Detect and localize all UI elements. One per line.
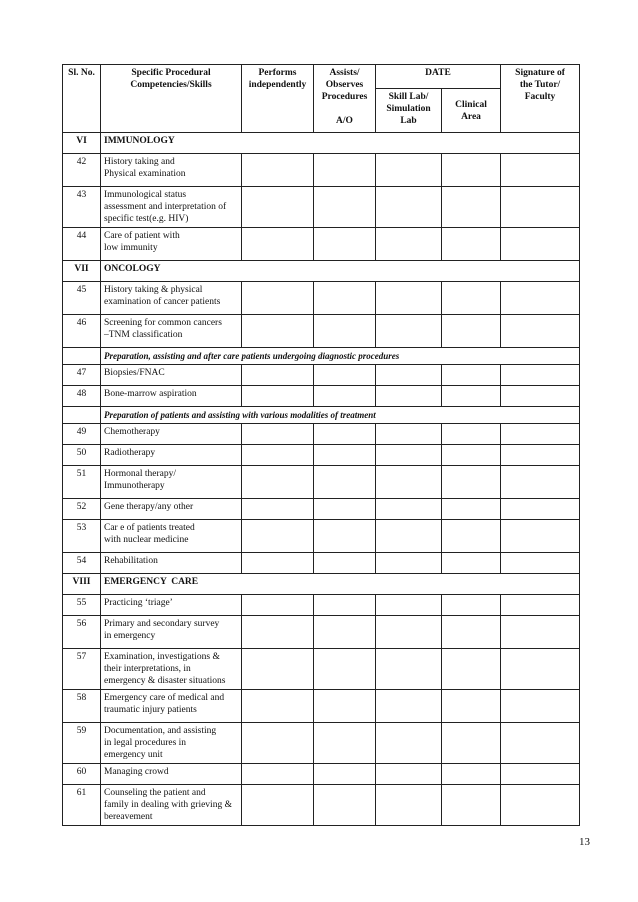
signature-cell[interactable]	[501, 764, 580, 785]
skill-lab-date-cell[interactable]	[376, 282, 442, 315]
section-row	[63, 261, 580, 282]
competency-text: Car e of patients treated with nuclear medicine	[101, 520, 242, 553]
section-number: VI	[63, 133, 101, 154]
item-number: 46	[63, 315, 101, 348]
table-row	[63, 764, 580, 785]
competency-table	[62, 64, 580, 826]
signature-cell[interactable]	[501, 154, 580, 187]
table-row	[63, 466, 580, 499]
item-number: 50	[63, 445, 101, 466]
table-row	[63, 282, 580, 315]
clinical-area-date-cell[interactable]	[442, 553, 501, 574]
item-number: 49	[63, 424, 101, 445]
item-number: 48	[63, 386, 101, 407]
assists-cell[interactable]	[314, 595, 376, 616]
signature-cell[interactable]	[501, 785, 580, 826]
performs-cell[interactable]	[242, 595, 314, 616]
assists-cell[interactable]	[314, 445, 376, 466]
subsection-number-cell	[63, 348, 101, 365]
assists-cell[interactable]	[314, 553, 376, 574]
table-row	[63, 499, 580, 520]
competency-text: Gene therapy/any other	[101, 499, 242, 520]
table-row	[63, 154, 580, 187]
clinical-area-date-cell[interactable]	[442, 785, 501, 826]
competency-text: Bone-marrow aspiration	[101, 386, 242, 407]
skill-lab-date-cell[interactable]	[376, 690, 442, 723]
skill-lab-date-cell[interactable]	[376, 187, 442, 228]
clinical-area-date-cell[interactable]	[442, 520, 501, 553]
performs-cell[interactable]	[242, 228, 314, 261]
table-row	[63, 553, 580, 574]
skill-lab-date-cell[interactable]	[376, 315, 442, 348]
item-number: 57	[63, 649, 101, 690]
signature-cell[interactable]	[501, 282, 580, 315]
table-row	[63, 723, 580, 764]
signature-cell[interactable]	[501, 649, 580, 690]
competency-text: Hormonal therapy/ Immunotherapy	[101, 466, 242, 499]
item-number: 54	[63, 553, 101, 574]
skill-lab-date-cell[interactable]	[376, 520, 442, 553]
skill-lab-date-cell[interactable]	[376, 365, 442, 386]
assists-cell[interactable]	[314, 187, 376, 228]
table-header	[63, 65, 580, 133]
assists-cell[interactable]	[314, 616, 376, 649]
signature-cell[interactable]	[501, 553, 580, 574]
assists-cell[interactable]	[314, 520, 376, 553]
item-number: 43	[63, 187, 101, 228]
competency-text: Biopsies/FNAC	[101, 365, 242, 386]
clinical-area-date-cell[interactable]	[442, 424, 501, 445]
performs-cell[interactable]	[242, 282, 314, 315]
signature-cell[interactable]	[501, 445, 580, 466]
performs-cell[interactable]	[242, 649, 314, 690]
clinical-area-date-cell[interactable]	[442, 282, 501, 315]
section-row	[63, 574, 580, 595]
assists-cell[interactable]	[314, 466, 376, 499]
clinical-area-date-cell[interactable]	[442, 386, 501, 407]
table-row	[63, 228, 580, 261]
competency-text: Practicing ‘triage’	[101, 595, 242, 616]
performs-cell[interactable]	[242, 616, 314, 649]
performs-cell[interactable]	[242, 499, 314, 520]
table-row	[63, 365, 580, 386]
performs-cell[interactable]	[242, 553, 314, 574]
skill-lab-date-cell[interactable]	[376, 785, 442, 826]
table-row	[63, 315, 580, 348]
performs-cell[interactable]	[242, 315, 314, 348]
skill-lab-date-cell[interactable]	[376, 424, 442, 445]
section-title: IMMUNOLOGY	[101, 133, 580, 154]
table-row	[63, 595, 580, 616]
header-clinical-area: Clinical Area	[442, 89, 501, 133]
performs-cell[interactable]	[242, 154, 314, 187]
assists-cell[interactable]	[314, 499, 376, 520]
clinical-area-date-cell[interactable]	[442, 466, 501, 499]
performs-cell[interactable]	[242, 690, 314, 723]
item-number: 53	[63, 520, 101, 553]
subsection-title: Preparation of patients and assisting with various modalities of treatment	[101, 407, 580, 424]
competency-text: Counseling the patient and family in dealing with grieving & bereavement	[101, 785, 242, 826]
competency-text: Primary and secondary survey in emergency	[101, 616, 242, 649]
item-number: 55	[63, 595, 101, 616]
signature-cell[interactable]	[501, 228, 580, 261]
assists-cell[interactable]	[314, 154, 376, 187]
clinical-area-date-cell[interactable]	[442, 499, 501, 520]
skill-lab-date-cell[interactable]	[376, 723, 442, 764]
competency-text: History taking and Physical examination	[101, 154, 242, 187]
competency-text: Immunological status assessment and interpretation of specific test(e.g. HIV)	[101, 187, 242, 228]
clinical-area-date-cell[interactable]	[442, 595, 501, 616]
performs-cell[interactable]	[242, 723, 314, 764]
clinical-area-date-cell[interactable]	[442, 616, 501, 649]
signature-cell[interactable]	[501, 424, 580, 445]
signature-cell[interactable]	[501, 386, 580, 407]
skill-lab-date-cell[interactable]	[376, 616, 442, 649]
skill-lab-date-cell[interactable]	[376, 445, 442, 466]
skill-lab-date-cell[interactable]	[376, 499, 442, 520]
table-row	[63, 690, 580, 723]
table-body	[63, 133, 580, 826]
assists-cell[interactable]	[314, 764, 376, 785]
item-number: 45	[63, 282, 101, 315]
page-number: 13	[579, 836, 590, 848]
competency-text: Care of patient with low immunity	[101, 228, 242, 261]
table-row	[63, 386, 580, 407]
clinical-area-date-cell[interactable]	[442, 315, 501, 348]
header-competencies: Specific Procedural Competencies/Skills	[101, 65, 242, 133]
item-number: 56	[63, 616, 101, 649]
skill-lab-date-cell[interactable]	[376, 154, 442, 187]
clinical-area-date-cell[interactable]	[442, 764, 501, 785]
clinical-area-date-cell[interactable]	[442, 445, 501, 466]
signature-cell[interactable]	[501, 520, 580, 553]
performs-cell[interactable]	[242, 466, 314, 499]
clinical-area-date-cell[interactable]	[442, 154, 501, 187]
signature-cell[interactable]	[501, 466, 580, 499]
clinical-area-date-cell[interactable]	[442, 649, 501, 690]
performs-cell[interactable]	[242, 445, 314, 466]
item-number: 58	[63, 690, 101, 723]
performs-cell[interactable]	[242, 187, 314, 228]
signature-cell[interactable]	[501, 365, 580, 386]
signature-cell[interactable]	[501, 187, 580, 228]
performs-cell[interactable]	[242, 365, 314, 386]
assists-cell[interactable]	[314, 649, 376, 690]
signature-cell[interactable]	[501, 690, 580, 723]
section-title: EMERGENCY CARE	[101, 574, 580, 595]
competency-text: Documentation, and assisting in legal procedures in emergency unit	[101, 723, 242, 764]
item-number: 60	[63, 764, 101, 785]
performs-cell[interactable]	[242, 386, 314, 407]
section-number: VII	[63, 261, 101, 282]
section-title: ONCOLOGY	[101, 261, 580, 282]
clinical-area-date-cell[interactable]	[442, 690, 501, 723]
signature-cell[interactable]	[501, 595, 580, 616]
assists-cell[interactable]	[314, 690, 376, 723]
table-row	[63, 785, 580, 826]
subsection-row	[63, 407, 580, 424]
clinical-area-date-cell[interactable]	[442, 228, 501, 261]
signature-cell[interactable]	[501, 499, 580, 520]
competency-text: History taking & physical examination of cancer patients	[101, 282, 242, 315]
table-row	[63, 649, 580, 690]
skill-lab-date-cell[interactable]	[376, 764, 442, 785]
skill-lab-date-cell[interactable]	[376, 553, 442, 574]
clinical-area-date-cell[interactable]	[442, 187, 501, 228]
table-row	[63, 187, 580, 228]
item-number: 42	[63, 154, 101, 187]
table-row	[63, 616, 580, 649]
clinical-area-date-cell[interactable]	[442, 723, 501, 764]
subsection-number-cell	[63, 407, 101, 424]
skill-lab-date-cell[interactable]	[376, 228, 442, 261]
performs-cell[interactable]	[242, 785, 314, 826]
signature-cell[interactable]	[501, 723, 580, 764]
item-number: 52	[63, 499, 101, 520]
item-number: 47	[63, 365, 101, 386]
skill-lab-date-cell[interactable]	[376, 466, 442, 499]
assists-cell[interactable]	[314, 315, 376, 348]
competency-text: Examination, investigations & their interpretations, in emergency & disaster situations	[101, 649, 242, 690]
clinical-area-date-cell[interactable]	[442, 365, 501, 386]
performs-cell[interactable]	[242, 520, 314, 553]
header-date: DATE	[376, 65, 501, 89]
item-number: 59	[63, 723, 101, 764]
assists-cell[interactable]	[314, 785, 376, 826]
assists-cell[interactable]	[314, 723, 376, 764]
table-row	[63, 520, 580, 553]
table-row	[63, 445, 580, 466]
performs-cell[interactable]	[242, 424, 314, 445]
section-row	[63, 133, 580, 154]
signature-cell[interactable]	[501, 616, 580, 649]
assists-cell[interactable]	[314, 228, 376, 261]
subsection-row	[63, 348, 580, 365]
competency-text: Rehabilitation	[101, 553, 242, 574]
skill-lab-date-cell[interactable]	[376, 386, 442, 407]
assists-cell[interactable]	[314, 386, 376, 407]
assists-cell[interactable]	[314, 424, 376, 445]
skill-lab-date-cell[interactable]	[376, 595, 442, 616]
item-number: 61	[63, 785, 101, 826]
performs-cell[interactable]	[242, 764, 314, 785]
subsection-title: Preparation, assisting and after care patients undergoing diagnostic procedures	[101, 348, 580, 365]
header-skill-lab: Skill Lab/ Simulation Lab	[376, 89, 442, 133]
competency-text: Radiotherapy	[101, 445, 242, 466]
item-number: 44	[63, 228, 101, 261]
section-number: VIII	[63, 574, 101, 595]
header-assists: Assists/ Observes Procedures A/O	[314, 65, 376, 133]
skill-lab-date-cell[interactable]	[376, 649, 442, 690]
signature-cell[interactable]	[501, 315, 580, 348]
header-signature: Signature of the Tutor/ Faculty	[501, 65, 580, 133]
item-number: 51	[63, 466, 101, 499]
assists-cell[interactable]	[314, 365, 376, 386]
competency-text: Managing crowd	[101, 764, 242, 785]
header-sl-no: Sl. No.	[63, 65, 101, 133]
assists-cell[interactable]	[314, 282, 376, 315]
competency-text: Chemotherapy	[101, 424, 242, 445]
competency-text: Screening for common cancers –TNM classification	[101, 315, 242, 348]
competency-text: Emergency care of medical and traumatic injury patients	[101, 690, 242, 723]
header-performs: Performs independently	[242, 65, 314, 133]
table-row	[63, 424, 580, 445]
